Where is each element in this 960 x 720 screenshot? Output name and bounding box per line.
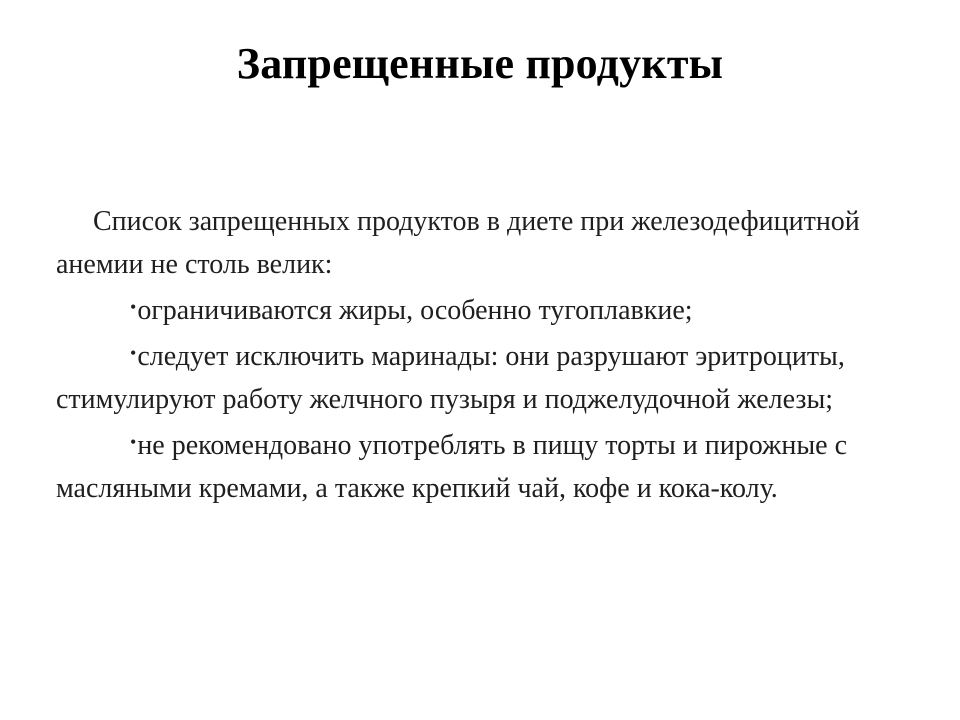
bullet-icon: • bbox=[130, 297, 137, 317]
slide-title: Запрещенные продукты bbox=[236, 39, 724, 88]
bullet-item bbox=[56, 286, 916, 332]
bullet-icon: • bbox=[130, 432, 137, 452]
bullet-text: не рекомендовано употреблять в пищу торты и пирожные с масляными кремами, а также крепкий чай, кофе и кока-колу. bbox=[56, 430, 848, 504]
bullet-text: ограничиваются жиры, особенно тугоплавкие; bbox=[137, 295, 693, 326]
slide-body bbox=[56, 200, 916, 510]
bullet-icon: • bbox=[130, 343, 137, 363]
bullet-item bbox=[56, 421, 916, 510]
intro-paragraph: Список запрещенных продуктов в диете при железодефицитной анемии не столь велик: bbox=[56, 206, 860, 280]
bullet-item bbox=[56, 332, 916, 421]
bullet-text: следует исключить маринады: они разрушают эритроциты, стимулируют работу желчного пузыря и поджелудочной железы; bbox=[56, 341, 845, 415]
